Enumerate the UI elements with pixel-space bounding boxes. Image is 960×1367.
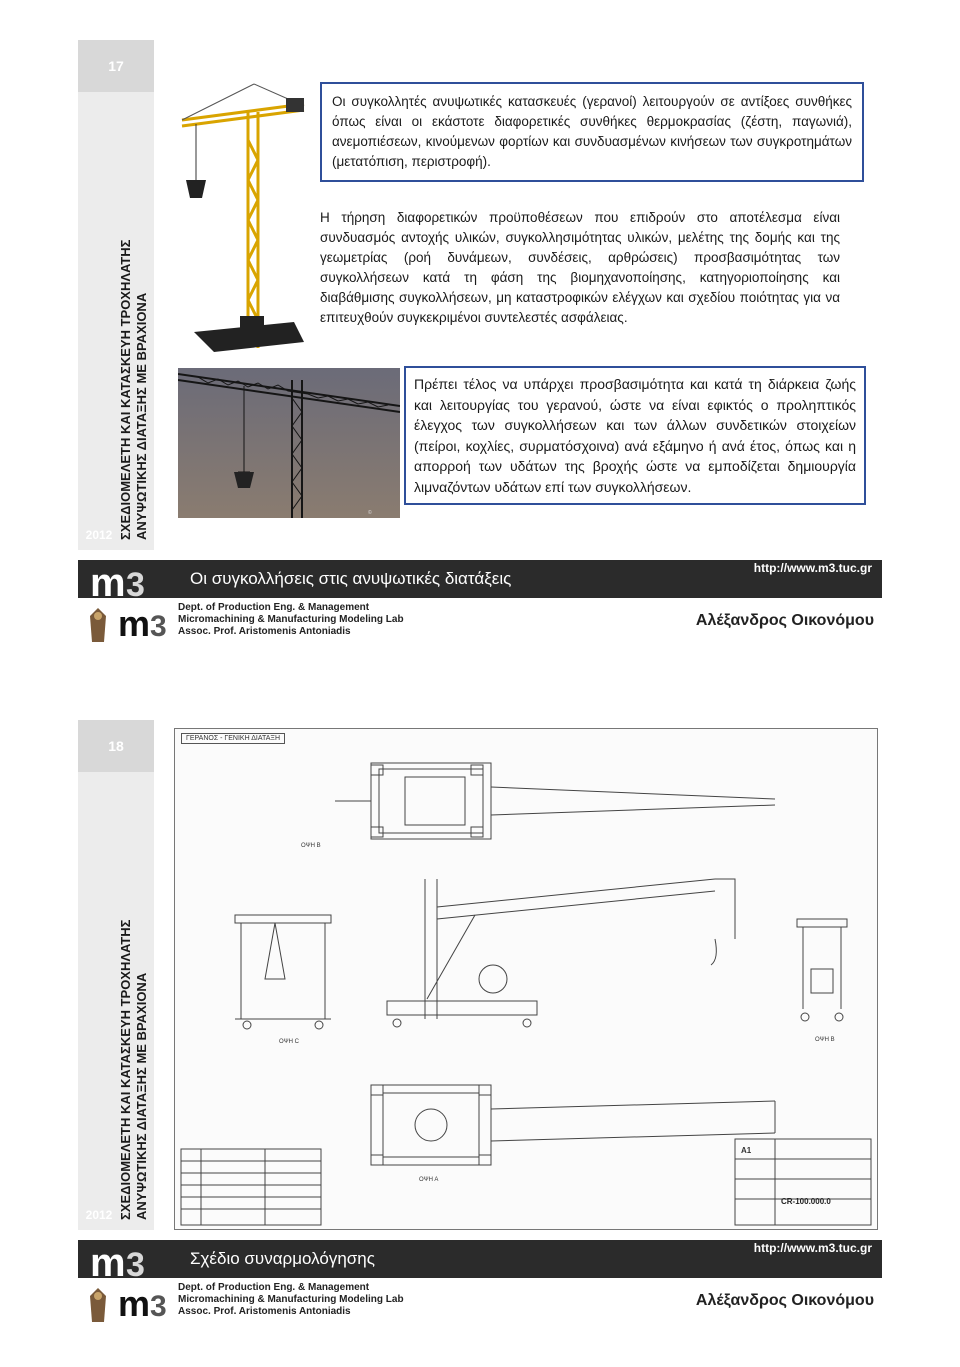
slide-17 <box>78 40 882 654</box>
svg-text:©: © <box>368 510 372 516</box>
lab-credits <box>178 602 404 638</box>
svg-text:3: 3 <box>126 1246 145 1284</box>
vertical-title-line-1: ΣΧΕΔΙΟΜΕΛΕΤΗ ΚΑΙ ΚΑΤΑΣΚΕΥΗ ΤΡΟΧΗΛΑΤΗΣ <box>118 239 133 540</box>
year-label: 2012 <box>85 1208 113 1222</box>
footer-title: Σχέδιο συναρμολόγησης <box>190 1249 375 1268</box>
svg-text:3: 3 <box>126 566 145 604</box>
university-emblem-icon <box>86 606 110 646</box>
svg-text:ΟΨΗ Β: ΟΨΗ Β <box>815 1037 835 1043</box>
year-label: 2012 <box>85 528 113 542</box>
slide-18 <box>78 720 882 1334</box>
vertical-title <box>118 890 150 1220</box>
author-name: Αλέξανδρος Οικονόμου <box>695 612 874 629</box>
svg-text:A1: A1 <box>741 1146 752 1155</box>
page-number: 18 <box>78 720 154 772</box>
m3-small-logo <box>118 1280 174 1322</box>
svg-text:ΟΨΗ Α: ΟΨΗ Α <box>419 1177 439 1183</box>
tower-crane-photo <box>178 368 400 518</box>
drawing-linework <box>175 729 877 1229</box>
svg-text:3: 3 <box>150 1290 167 1322</box>
text-box-inspection: Πρέπει τέλος να υπάρχει προσβασιμότητα και κατά τη διάρκεια ζωής και λειτουργίας του γερανού, ώστε να είναι εφικτός ο προληπτικός έλεγχος των συγκολλήσεων και των άλλων συνδετικών στοιχείων (πείροι, κοχλίες, συρματόσχοινα) ανά εξάμηνο ή ανά έτος, όπως και η απορροή των υδάτων της βροχής ώστε να εμποδίζεται δημιουργία λιμναζόντων υδάτων επί των συγκολλήσεων. <box>404 366 866 505</box>
author-name: Αλέξανδρος Οικονόμου <box>695 1292 874 1309</box>
svg-text:m: m <box>118 1283 151 1322</box>
text-box-conditions: Οι συγκολλητές ανυψωτικές κατασκευές (γερανοί) λειτουργούν σε αντίξοες συνθήκες όπως είναι οι εκάστοτε διαφορετικές συνθήκες θερμοκρασίας (ζέστη, παγωνιά), ανεμοπιέσεων, κινούμενων φορτίων και συνδυασμένων κινήσεων των συγκροτημάτων (μετατόπιση, περιστροφή). <box>320 82 864 182</box>
lab-line-2: Micromachining & Manufacturing Modeling Lab <box>178 1294 404 1305</box>
university-emblem-icon <box>86 1286 110 1326</box>
m3-logo <box>88 1236 152 1284</box>
text-paragraph-requirements: Η τήρηση διαφορετικών προϋποθέσεων που επιδρούν στο αποτέλεσμα είναι συνδυασμός αντοχής υλικών, συγκολλησιμότητας υλικών, μελέτης της δομής και της γεωμετρίας (ροή δυνάμεων, συνδέσεις, αρθρώσεις) προσβασιμότητας των συγκολλήσεων κατά τη φάση της βιομηχανοποίησης, κατηγοριοποίησης και διαβάθμισης συγκολλήσεων, μη καταστροφικών ελέγχων και σχεδίου ποιότητας για να επιτευχθούν συγκεκριμένοι συντελεστές ασφάλειας. <box>320 210 840 325</box>
m3-small-logo <box>118 600 174 642</box>
svg-text:m: m <box>118 603 151 642</box>
svg-text:ΟΨΗ C: ΟΨΗ C <box>279 1039 300 1045</box>
assembly-drawing <box>174 728 878 1230</box>
lab-line-1: Dept. of Production Eng. & Management <box>178 1282 370 1293</box>
svg-text:3: 3 <box>150 610 167 642</box>
svg-text:m: m <box>90 1241 126 1284</box>
vertical-title <box>118 210 150 540</box>
svg-text:ΟΨΗ Β: ΟΨΗ Β <box>301 843 321 849</box>
drawing-title: ΓΕΡΑΝΟΣ - ΓΕΝΙΚΗ ΔΙΑΤΑΞΗ <box>181 733 285 744</box>
m3-logo <box>88 556 152 604</box>
svg-text:m: m <box>90 561 126 604</box>
vertical-title-line-1: ΣΧΕΔΙΟΜΕΛΕΤΗ ΚΑΙ ΚΑΤΑΣΚΕΥΗ ΤΡΟΧΗΛΑΤΗΣ <box>118 919 133 1220</box>
lab-line-1: Dept. of Production Eng. & Management <box>178 602 370 613</box>
footer-url[interactable]: http://www.m3.tuc.gr <box>753 561 872 575</box>
footer-url[interactable]: http://www.m3.tuc.gr <box>753 1241 872 1255</box>
vertical-title-line-2: ΑΝΥΨΩΤΙΚΗΣ ΔΙΑΤΑΞΗΣ ΜΕ ΒΡΑΧΙΟΝΑ <box>134 972 149 1220</box>
drawing-code: CR-100.000.0 <box>781 1197 831 1206</box>
lab-line-3: Assoc. Prof. Aristomenis Antoniadis <box>178 1306 351 1317</box>
footer-title: Οι συγκολλήσεις στις ανυψωτικές διατάξεις <box>190 569 512 588</box>
lab-credits <box>178 1282 404 1318</box>
toy-crane-photo <box>174 80 314 360</box>
page-number: 17 <box>78 40 154 92</box>
lab-line-3: Assoc. Prof. Aristomenis Antoniadis <box>178 626 351 637</box>
lab-line-2: Micromachining & Manufacturing Modeling Lab <box>178 614 404 625</box>
vertical-title-line-2: ΑΝΥΨΩΤΙΚΗΣ ΔΙΑΤΑΞΗΣ ΜΕ ΒΡΑΧΙΟΝΑ <box>134 292 149 540</box>
